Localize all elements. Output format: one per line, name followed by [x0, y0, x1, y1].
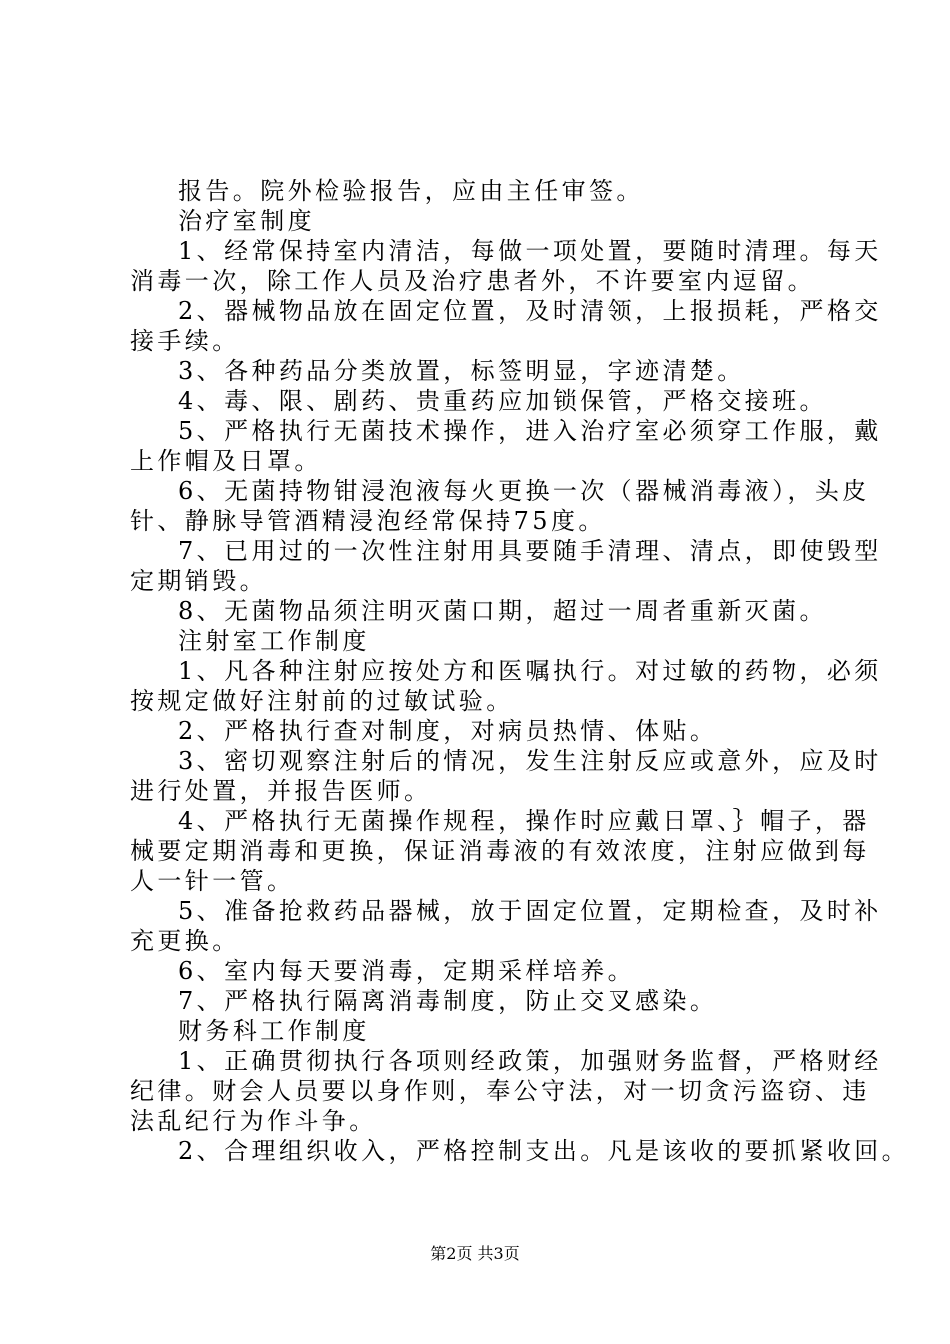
text-line: 6、无菌持物钳浸泡液每火更换一次（器械消毒液），头皮 — [178, 477, 870, 505]
text-line: 2、器械物品放在固定位置，及时清领，上报损耗，严格交 — [178, 297, 882, 325]
text-line: 械要定期消毒和更换，保证消毒液的有效浓度，注射应做到每 — [130, 837, 870, 865]
text-line: 4、毒、限、剧药、贵重药应加锁保管，严格交接班。 — [178, 387, 827, 415]
text-line: 财务科工作制度 — [178, 1017, 370, 1045]
text-line: 按规定做好注射前的过敏试验。 — [130, 687, 514, 715]
text-line: 3、各种药品分类放置，标签明显，字迹清楚。 — [178, 357, 745, 385]
text-line: 进行处置，并报告医师。 — [130, 777, 432, 805]
text-line: 上作帽及日罩。 — [130, 447, 322, 475]
document-body — [130, 176, 910, 1166]
text-line: 3、密切观察注射后的情况，发生注射反应或意外，应及时 — [178, 747, 882, 775]
text-line: 1、正确贯彻执行各项则经政策，加强财务监督，严格财经 — [178, 1047, 882, 1075]
text-line: 充更换。 — [130, 927, 240, 955]
text-line: 纪律。财会人员要以身作则，奉公守法，对一切贪污盗窃、违 — [130, 1077, 870, 1105]
text-line: 7、已用过的一次性注射用具要随手清理、清点，即使毁型 — [178, 537, 882, 565]
text-line: 1、经常保持室内清洁，每做一项处置，要随时清理。每天 — [178, 237, 882, 265]
text-line: 人一针一管。 — [130, 867, 295, 895]
text-line: 7、严格执行隔离消毒制度，防止交叉感染。 — [178, 987, 718, 1015]
text-line: 定期销毁。 — [130, 567, 267, 595]
page-footer: 第2页 共3页 — [430, 1244, 520, 1263]
text-line: 2、严格执行查对制度，对病员热情、体贴。 — [178, 717, 718, 745]
text-line: 治疗室制度 — [178, 207, 315, 235]
text-line: 注射室工作制度 — [178, 627, 370, 655]
text-line: 2、合理组织收入，严格控制支出。凡是该收的要抓紧收回。 — [178, 1137, 910, 1165]
text-line: 6、室内每天要消毒，定期采样培养。 — [178, 957, 636, 985]
text-line: 5、准备抢救药品器械，放于固定位置，定期检查，及时补 — [178, 897, 882, 925]
text-line: 4、严格执行无菌操作规程，操作时应戴日罩、｝帽子，器 — [178, 807, 870, 835]
text-line: 针、静脉导管酒精浸泡经常保持75度。 — [130, 507, 606, 535]
text-line: 消毒一次，除工作人员及治疗患者外，不许要室内逗留。 — [130, 267, 815, 295]
text-line: 法乱纪行为作斗争。 — [130, 1107, 377, 1135]
text-line: 1、凡各种注射应按处方和医嘱执行。对过敏的药物，必须 — [178, 657, 882, 685]
text-line: 8、无菌物品须注明灭菌口期，超过一周者重新灭菌。 — [178, 597, 827, 625]
text-line: 5、严格执行无菌技术操作，进入治疗室必须穿工作服，戴 — [178, 417, 882, 445]
text-line: 报告。院外检验报告，应由主任审签。 — [178, 177, 644, 205]
text-line: 接手续。 — [130, 327, 240, 355]
